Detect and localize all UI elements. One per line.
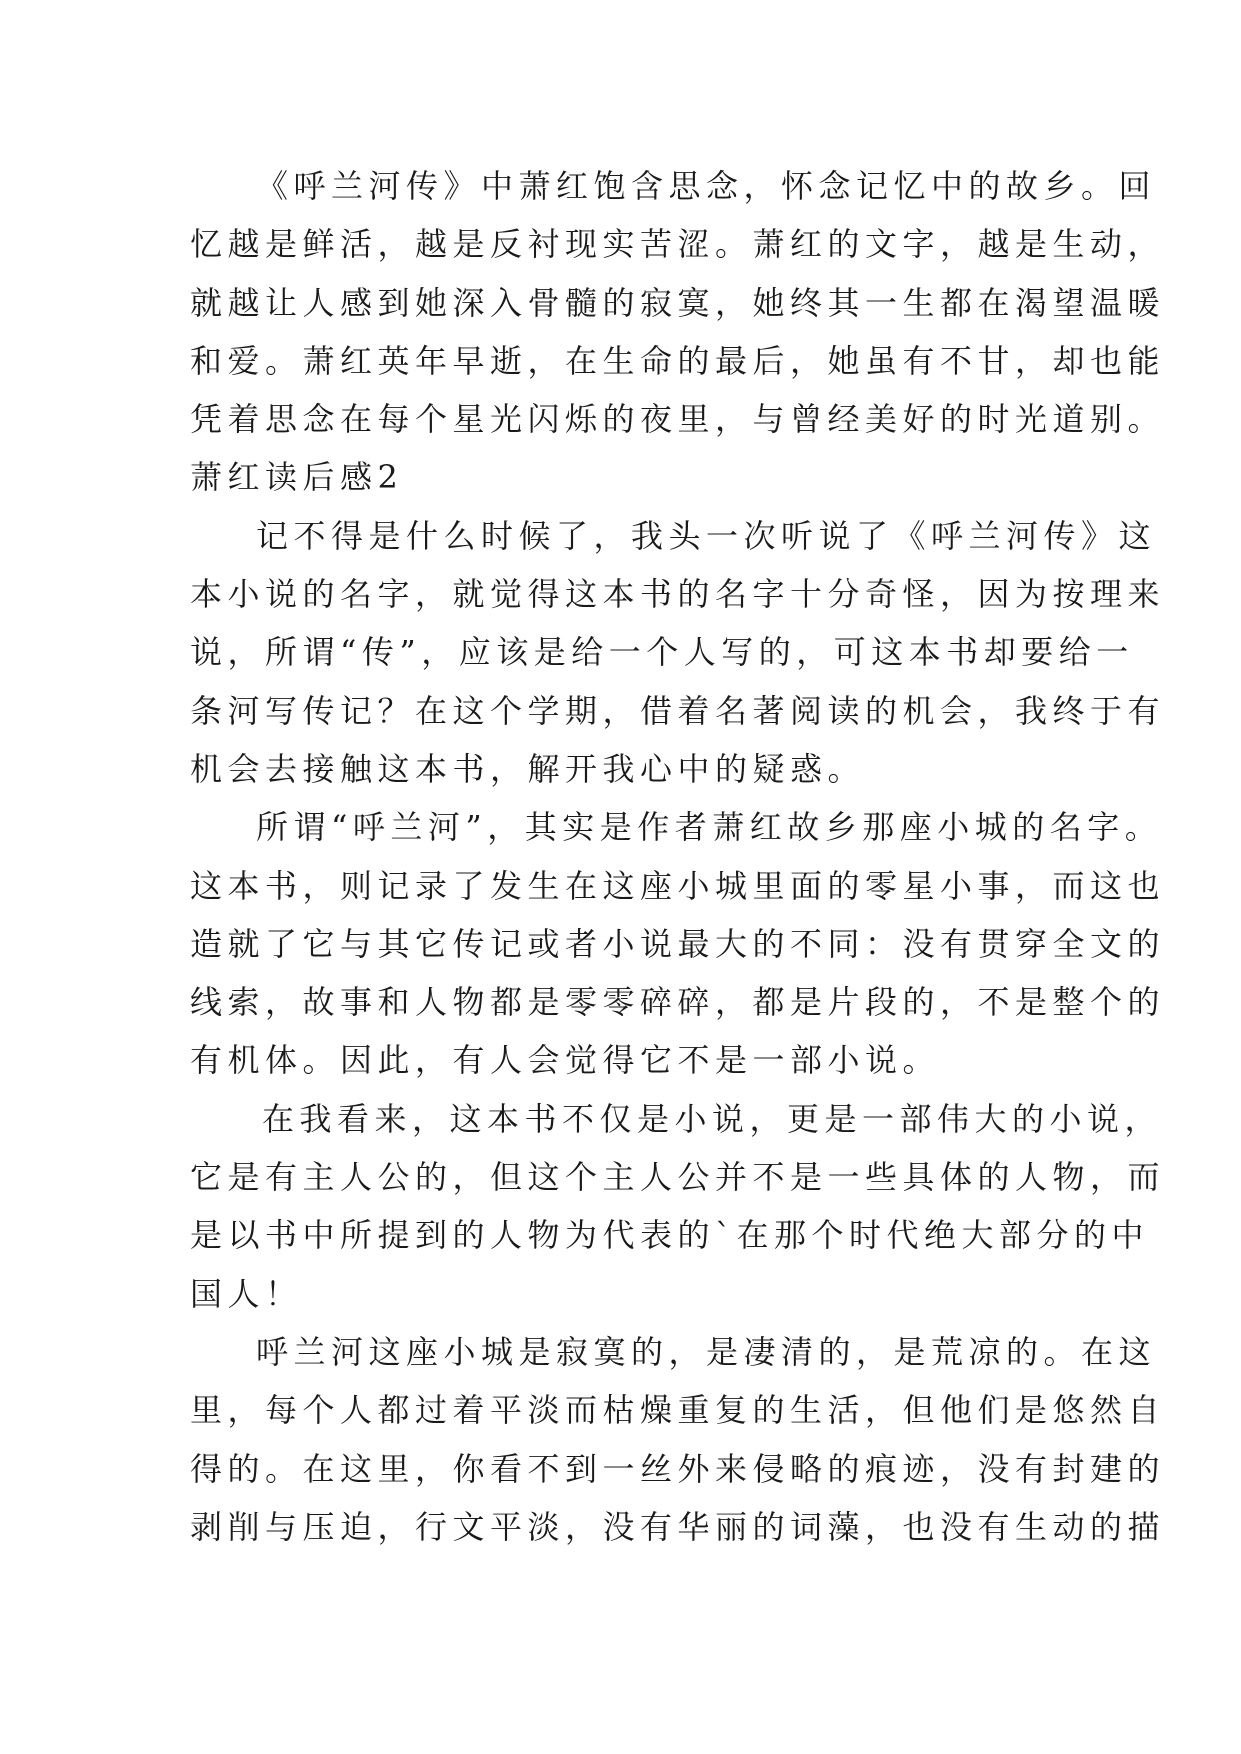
paragraph-line: 剥削与压迫，行文平淡，没有华丽的词藻，也没有生动的描 [190,1507,1166,1546]
paragraph-line: 所谓“呼兰河”，其实是作者萧红故乡那座小城的名字。 [256,808,1163,847]
paragraph-line: 说，所谓“传”，应该是给一个人写的，可这本书却要给一 [190,633,1134,672]
paragraph-line: 在我看来，这本书不仅是小说，更是一部伟大的小说， [262,1099,1163,1138]
paragraph-line: 有机体。因此，有人会觉得它不是一部小说。 [190,1041,941,1080]
document-body [190,157,1166,1556]
section-heading: 萧红读后感2 [190,458,404,497]
paragraph-line: 这本书，则记录了发生在这座小城里面的零星小事，而这也 [190,866,1166,905]
paragraph-line: 它是有主人公的，但这个主人公并不是一些具体的人物，而 [190,1158,1166,1197]
paragraph-line: 就越让人感到她深入骨髓的寂寞，她终其一生都在渴望温暖 [190,283,1166,322]
paragraph-line: 机会去接触这本书，解开我心中的疑惑。 [190,749,866,788]
paragraph-line: 《呼兰河传》中萧红饱含思念，怀念记忆中的故乡。回 [256,167,1157,205]
paragraph-line: 和爱。萧红英年早逝，在生命的最后，她虽有不甘，却也能 [190,341,1166,380]
paragraph-line: 忆越是鲜活，越是反衬现实苦涩。萧红的文字，越是生动， [190,225,1166,264]
paragraph-line: 是以书中所提到的人物为代表的`在那个时代绝大部分的中 [190,1216,1150,1255]
paragraph-line: 本小说的名字，就觉得这本书的名字十分奇怪，因为按理来 [190,575,1166,614]
paragraph-line: 里，每个人都过着平淡而枯燥重复的生活，但他们是悠然自 [190,1391,1166,1430]
paragraph-line: 国人！ [190,1274,303,1313]
paragraph-line: 线索，故事和人物都是零零碎碎，都是片段的，不是整个的 [190,983,1166,1022]
paragraph-line: 凭着思念在每个星光闪烁的夜里，与曾经美好的时光道别。 [190,400,1166,439]
paragraph-line: 记不得是什么时候了，我头一次听说了《呼兰河传》这 [256,516,1157,555]
paragraph-line: 得的。在这里，你看不到一丝外来侵略的痕迹，没有封建的 [190,1449,1166,1488]
paragraph-line: 呼兰河这座小城是寂寞的，是凄清的，是荒凉的。在这 [256,1332,1157,1371]
paragraph-line: 条河写传记？在这个学期，借着名著阅读的机会，我终于有 [190,691,1166,730]
paragraph-line: 造就了它与其它传记或者小说最大的不同：没有贯穿全文的 [190,924,1166,963]
